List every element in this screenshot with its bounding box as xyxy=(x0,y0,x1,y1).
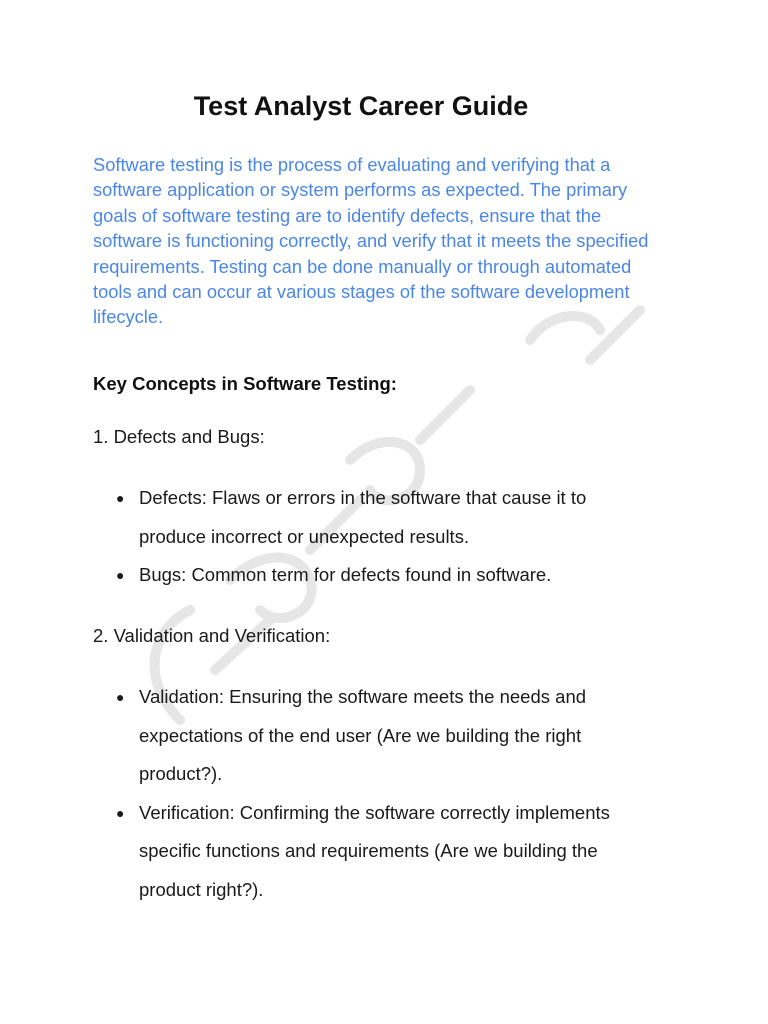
list-item-text: Verification: Confirming the software correctly implements specific functions and requirements (Are we building the product right?). xyxy=(139,801,610,900)
bullet-dot-icon: ● xyxy=(116,689,125,705)
page-title: Test Analyst Career Guide xyxy=(193,91,529,121)
bullet-dot-icon: ● xyxy=(116,804,125,821)
list-item-text: Validation: Ensuring the software meets the needs and expectations of the end user (Are we building the right product?). xyxy=(139,686,587,785)
bullet-list-validation xyxy=(0,678,619,910)
bullet-dot-icon: ● xyxy=(116,567,125,584)
list-item xyxy=(0,678,619,794)
concept-heading-defects: 1. Defects and Bugs: xyxy=(93,426,265,447)
list-item xyxy=(0,479,619,556)
concept-heading-validation: 2. Validation and Verification: xyxy=(93,625,331,646)
list-item-text: Defects: Flaws or errors in the software that cause it to produce incorrect or unexpected results. xyxy=(139,487,587,547)
list-item-text: Bugs: Common term for defects found in software. xyxy=(139,564,552,586)
intro-paragraph: Software testing is the process of evaluating and verifying that a software application or system performs as expected. The primary goals of software testing are to identify defects, ensure that the software is functioning correctly, and verify that it meets the specified requirements. Testing can be done manually or through automated tools and can occur at various stages of the software development lifecycle. xyxy=(93,154,649,328)
list-item xyxy=(0,794,619,910)
bullet-dot-icon: ● xyxy=(116,490,125,506)
section-heading: Key Concepts in Software Testing: xyxy=(93,373,397,394)
list-item xyxy=(0,556,619,595)
bullet-list-defects xyxy=(0,479,619,595)
